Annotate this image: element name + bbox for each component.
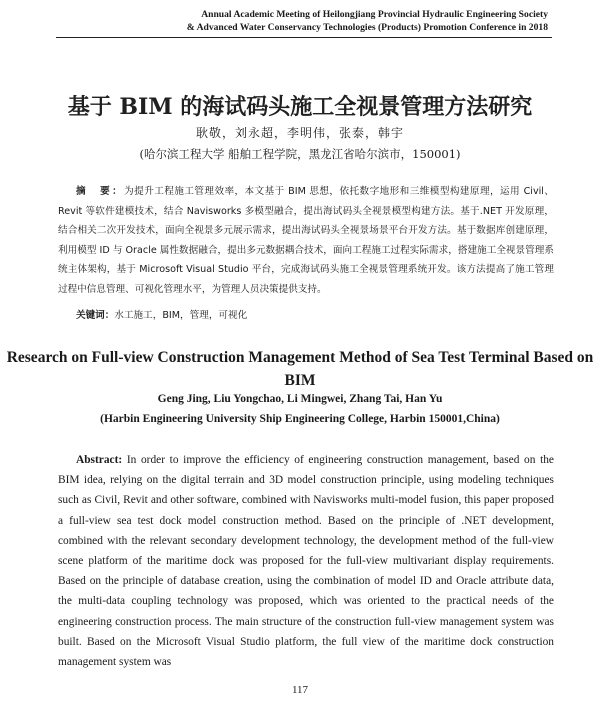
chinese-abstract-text: 为提升工程施工管理效率，本文基于 BIM 思想，依托数字地形和三维模型构建原理，运用 Civil、Revit 等软件建模技术，结合 Navisworks 多模型融合，提出海试码头全视景模型构建方法。基于.NET 开发原理，结合相关二次开发技术，面向全视景多元展示需求，提出海试码头全视景场景平台开发方法。基于数据库创建原理，利用模型 ID 与 Oracle 属性数据融合，提出多元数据耦合技术，面向工程施工过程实际需求，搭建施工全视景管理系统主体架构，基于 Microsoft Visual Studio 平台，完成海试码头施工全视景管理系统开发。该方法提高了施工管理过程中信息管理、可视化管理水平，为管理人员决策提供支持。 — [58, 186, 554, 295]
running-header-line-1: Annual Academic Meeting of Heilongjiang Provincial Hydraulic Engineering Society — [201, 9, 548, 20]
chinese-abstract — [58, 182, 554, 299]
running-header-line-2: & Advanced Water Conservancy Technologies (Products) Promotion Conference in 2018 — [186, 22, 548, 33]
chinese-authors: 耿敬，刘永超，李明伟，张泰，韩宇 — [195, 126, 404, 140]
chinese-keywords-label: 关键词： — [76, 310, 115, 321]
chinese-keywords-text: 水工施工，BIM，管理，可视化 — [114, 310, 248, 321]
english-title: Research on Full-view Construction Management Method of Sea Test Terminal Based on BIM — [6, 349, 594, 389]
chinese-keywords — [76, 307, 247, 321]
chinese-title: 基于 BIM 的海试码头施工全视景管理方法研究 — [67, 94, 533, 120]
english-abstract-text: In order to improve the efficiency of engineering construction management, based on the BIM idea, relying on the digital terrain and 3D model construction principle, using modeling techniques such as Civil, Revit and other software, combined with Navisworks multi-model fusion, this paper proposed a full-view sea test dock model construction method. Based on the principle of .NET development, combined with the relevant secondary development technology, the development method of the full-view scene platform of the maritime dock was proposed for the full-view multivariant display requirements. Based on the principle of database creation, using the combination of model ID and Oracle attribute data, the multi-data coupling technology was proposed, which was oriented to the practical needs of the engineering construction process. The main structure of the construction full-view management system was built. Based on the Microsoft Visual Studio platform, the full view of the maritime dock construction management system was — [58, 454, 554, 669]
english-abstract — [58, 450, 554, 672]
english-abstract-label: Abstract: — [76, 454, 123, 466]
header-rule — [56, 37, 552, 38]
english-affiliation: (Harbin Engineering University Ship Engineering College, Harbin 150001,China) — [100, 413, 500, 425]
chinese-abstract-label: 摘 要： — [76, 186, 125, 197]
page-number: 117 — [291, 684, 309, 696]
chinese-affiliation: (哈尔滨工程大学 船舶工程学院，黑龙江省哈尔滨市，150001) — [139, 147, 461, 161]
english-authors: Geng Jing, Liu Yongchao, Li Mingwei, Zhang Tai, Han Yu — [157, 393, 443, 405]
